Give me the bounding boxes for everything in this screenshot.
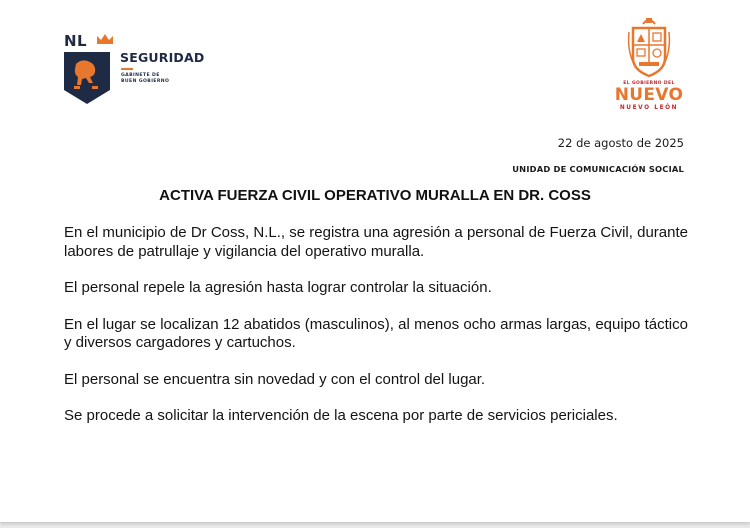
gobierno-logo [612,18,692,114]
press-date: 22 de agosto de 2025 [557,136,684,150]
body-paragraph-1: En el municipio de Dr Coss, N.L., se registra una agresión a personal de Fuerza Civil, durante labores de patrullaje y vigilancia del operativo muralla. [64,224,688,260]
coat-of-arms-icon [627,18,671,78]
gobierno-big-text: NUEVO [614,85,684,105]
body-paragraph-3: En el lugar se localizan 12 abatidos (masculinos), al menos ocho armas largas, equipo táctico y diversos cargadores y cartuchos. [64,315,688,351]
body-paragraph-2: El personal repele la agresión hasta lograr controlar la situación. [64,279,492,296]
gobierno-state-text: NUEVO LEÓN [619,105,679,111]
seguridad-subtitle [121,73,169,84]
nl-brand-text: NL [64,32,88,50]
crown-icon [96,33,114,45]
seguridad-subtitle-line2: BUEN GOBIERNO [121,78,170,84]
seguridad-divider [121,68,133,70]
seguridad-title: SEGURIDAD [120,50,205,65]
body-paragraph-4: El personal se encuentra sin novedad y con el control del lugar. [64,370,486,388]
seguridad-subtitle-line1: GABINETE DE [121,73,160,78]
body-paragraph-5: Se procede a solicitar la intervención de la escena por parte de servicios periciales. [64,407,618,424]
press-body [64,224,688,444]
issuing-unit: UNIDAD DE COMUNICACIÓN SOCIAL [512,164,684,174]
press-headline: ACTIVA FUERZA CIVIL OPERATIVO MURALLA EN DR. COSS [159,187,591,204]
seguridad-logo [64,32,214,104]
lion-shield-icon [64,52,110,104]
gobierno-small-text: EL GOBIERNO DEL [623,81,675,86]
